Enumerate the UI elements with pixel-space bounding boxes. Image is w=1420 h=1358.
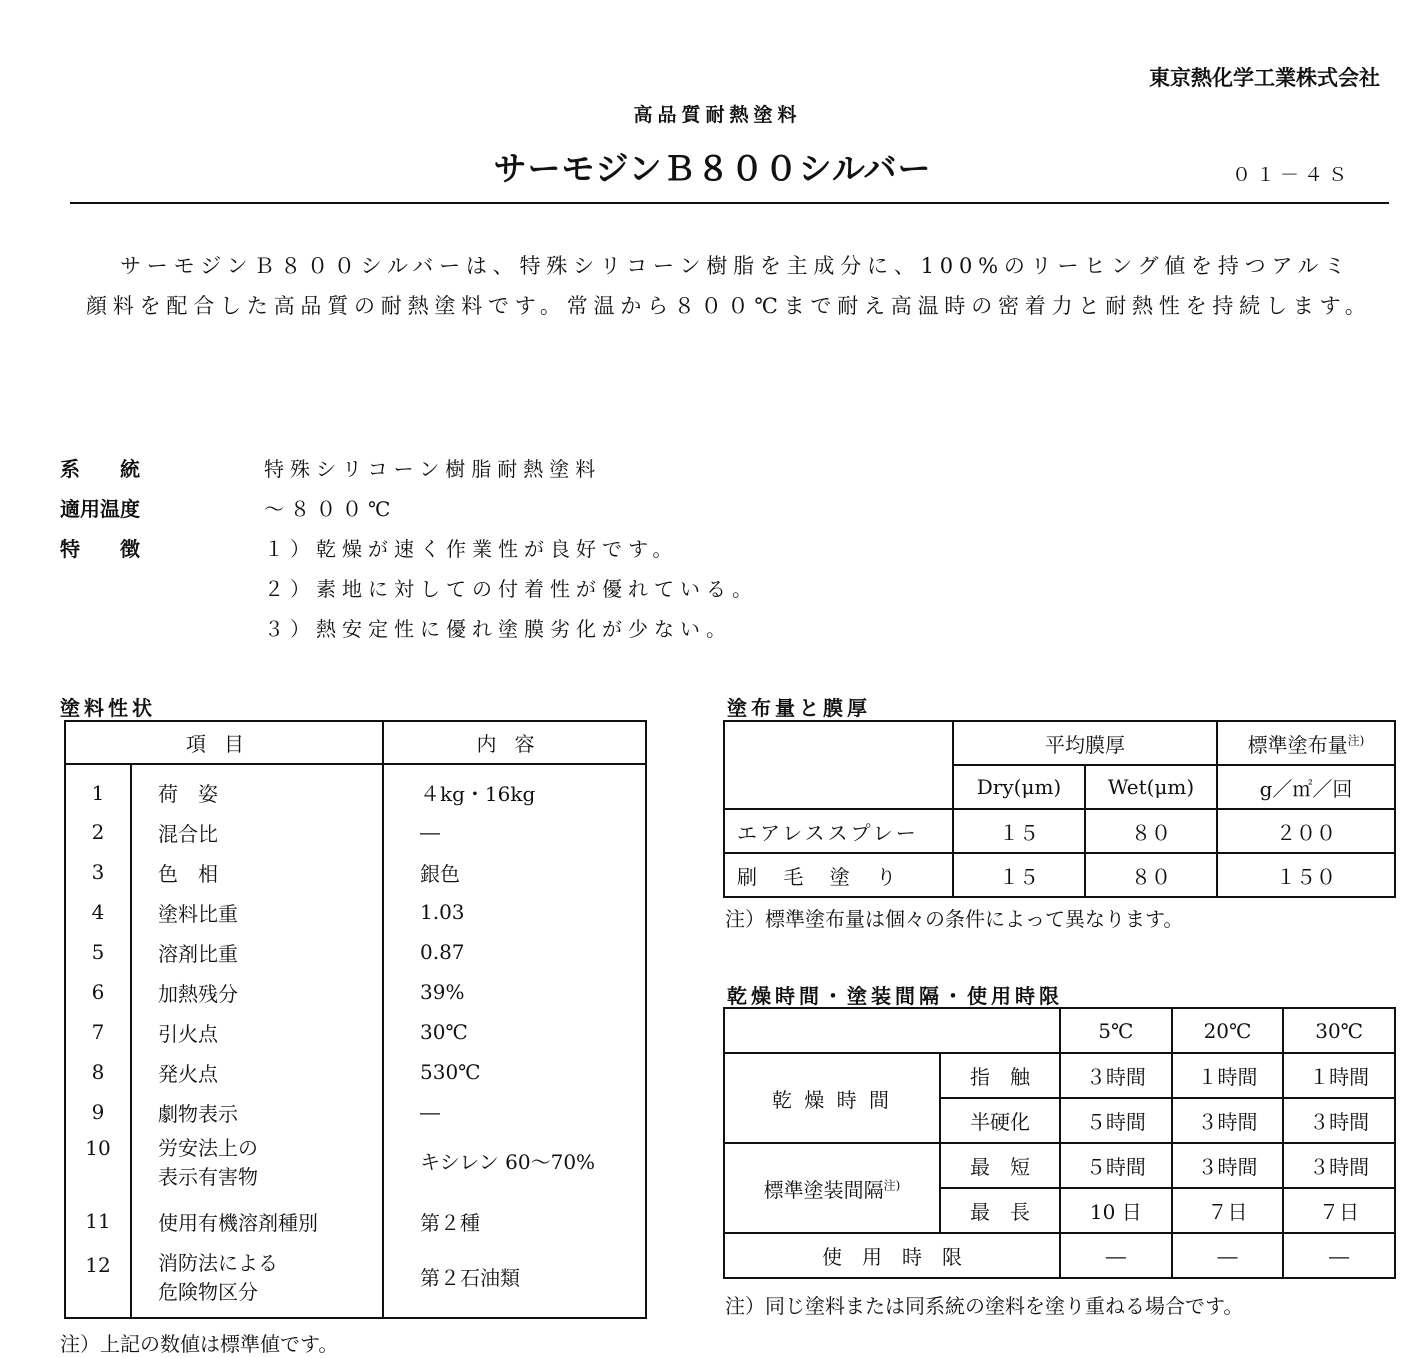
row-number: 12 — [65, 1249, 131, 1318]
row-number: 1 — [65, 764, 131, 812]
spec-system-label: 系 統 — [60, 457, 140, 481]
coating-avg-thickness-header: 平均膜厚 — [953, 721, 1217, 765]
coating-dry-header: Dry(μm) — [953, 765, 1085, 809]
touch-value: １時間 — [1283, 1053, 1395, 1098]
spec-temp-label: 適用温度 — [60, 497, 140, 521]
row-item: 混合比 — [131, 812, 383, 852]
temp-header-20: 20℃ — [1172, 1008, 1284, 1053]
table-row — [65, 1092, 646, 1132]
shortest-value: ３時間 — [1172, 1143, 1284, 1188]
std-amount-label: 標準塗布量 — [1247, 732, 1348, 757]
intro-paragraph — [86, 246, 1376, 326]
table-row — [65, 1052, 646, 1092]
properties-table — [64, 720, 647, 1319]
touch-label: 指 触 — [940, 1053, 1060, 1098]
row-number: 10 — [65, 1132, 131, 1193]
table-row — [65, 812, 646, 852]
longest-value: 10 日 — [1060, 1188, 1172, 1233]
row-value: ４kg・16kg — [383, 764, 646, 812]
interval-note-mark: 注) — [883, 1177, 901, 1192]
longest-value: ７日 — [1172, 1188, 1284, 1233]
touch-value: ３時間 — [1060, 1053, 1172, 1098]
row-item-line2: 表示有害物 — [158, 1164, 258, 1189]
row-number: 7 — [65, 1012, 131, 1052]
row-value: ― — [383, 1092, 646, 1132]
coating-amount-value: １５０ — [1217, 853, 1395, 897]
row-item-line2: 危険物区分 — [158, 1280, 258, 1304]
row-item: 使用有機溶剤種別 — [131, 1193, 383, 1249]
row-item: 劇物表示 — [131, 1092, 383, 1132]
coating-dry-value: １５ — [953, 853, 1085, 897]
row-number: 4 — [65, 892, 131, 932]
table-row — [65, 1132, 646, 1193]
row-item-line1: 消防法による — [158, 1251, 278, 1275]
properties-col-item: 項目 — [65, 721, 383, 764]
row-value: 39% — [383, 972, 646, 1012]
std-amount-note-mark: 注) — [1347, 732, 1365, 747]
pot-life-value: ― — [1283, 1233, 1395, 1278]
table-row — [724, 809, 1395, 853]
coating-heading: 塗布量と膜厚 — [727, 696, 871, 720]
row-item: 塗料比重 — [131, 892, 383, 932]
row-number: 11 — [65, 1193, 131, 1249]
longest-value: ７日 — [1283, 1188, 1395, 1233]
spec-feature-2: ２）素地に対しての付着性が優れている。 — [264, 577, 758, 601]
drying-note: 注）同じ塗料または同系統の塗料を塗り重ねる場合です。 — [725, 1294, 1244, 1318]
table-row — [65, 852, 646, 892]
interval-label — [724, 1143, 940, 1233]
coating-method: エアレススプレー — [724, 809, 953, 853]
product-title: サーモジンＢ８００シルバー — [493, 149, 932, 188]
row-value: 30℃ — [383, 1012, 646, 1052]
coating-amount-value: ２００ — [1217, 809, 1395, 853]
row-number: 5 — [65, 932, 131, 972]
row-value: 1.03 — [383, 892, 646, 932]
row-number: 9 — [65, 1092, 131, 1132]
table-row — [724, 853, 1395, 897]
table-row — [65, 1012, 646, 1052]
longest-label: 最 長 — [940, 1188, 1060, 1233]
row-item: 発火点 — [131, 1052, 383, 1092]
semi-value: ３時間 — [1172, 1098, 1284, 1143]
coating-std-amount-header — [1217, 721, 1395, 765]
semi-value: ３時間 — [1283, 1098, 1395, 1143]
row-item — [131, 1132, 383, 1193]
coating-wet-header: Wet(μm) — [1085, 765, 1217, 809]
touch-value: １時間 — [1172, 1053, 1284, 1098]
table-row — [65, 764, 646, 812]
spec-feature-label: 特 徴 — [60, 537, 140, 561]
pot-life-label: 使 用 時 限 — [724, 1233, 1060, 1278]
product-subtitle: 高品質耐熱塗料 — [633, 104, 802, 126]
coating-corner-cell — [724, 721, 953, 809]
table-row — [724, 1053, 1395, 1098]
coating-table — [723, 720, 1396, 898]
table-row — [65, 1193, 646, 1249]
header-divider — [70, 202, 1389, 204]
drying-table — [723, 1007, 1396, 1279]
spec-feature-3: ３）熱安定性に優れ塗膜劣化が少ない。 — [264, 617, 732, 641]
pot-life-value: ― — [1172, 1233, 1284, 1278]
company-name: 東京熱化学工業株式会社 — [1149, 66, 1380, 90]
row-value: 第２石油類 — [383, 1249, 646, 1318]
coating-wet-value: ８０ — [1085, 809, 1217, 853]
spec-feature-1: １）乾燥が速く作業性が良好です。 — [264, 537, 679, 561]
dry-time-label: 乾 燥 時 間 — [724, 1053, 940, 1143]
document-code: ０１－４Ｓ — [1231, 164, 1352, 186]
row-item: 加熱残分 — [131, 972, 383, 1012]
table-row — [65, 892, 646, 932]
coating-note: 注）標準塗布量は個々の条件によって異なります。 — [725, 907, 1184, 931]
properties-note: 注）上記の数値は標準値です。 — [60, 1332, 339, 1356]
table-row — [724, 1233, 1395, 1278]
row-item: 色 相 — [131, 852, 383, 892]
pot-life-value: ― — [1060, 1233, 1172, 1278]
row-value: キシレン 60～70% — [383, 1132, 646, 1193]
intro-text: サーモジンＢ８００シルバーは、特殊シリコーン樹脂を主成分に、100%のリーヒング値を持つアルミ顔料を配合した高品質の耐熱塗料です。常温から８００℃まで耐え高温時の密着力と耐熱性を持続します。 — [86, 254, 1372, 318]
shortest-value: ５時間 — [1060, 1143, 1172, 1188]
row-item-line1: 労安法上の — [158, 1135, 258, 1160]
coating-wet-value: ８０ — [1085, 853, 1217, 897]
table-row — [724, 1143, 1395, 1188]
temp-header-30: 30℃ — [1283, 1008, 1395, 1053]
spec-system-value: 特殊シリコーン樹脂耐熱塗料 — [264, 457, 602, 481]
spec-temp-value: ～８００℃ — [264, 497, 397, 521]
row-number: 8 — [65, 1052, 131, 1092]
properties-heading: 塗料性状 — [60, 696, 156, 720]
shortest-value: ３時間 — [1283, 1143, 1395, 1188]
row-value: 530℃ — [383, 1052, 646, 1092]
interval-label-text: 標準塗装間隔 — [763, 1177, 884, 1202]
row-number: 2 — [65, 812, 131, 852]
row-number: 3 — [65, 852, 131, 892]
temp-header-5: 5℃ — [1060, 1008, 1172, 1053]
coating-method: 刷 毛 塗 り — [724, 853, 953, 897]
table-row — [65, 1249, 646, 1318]
row-item: 引火点 — [131, 1012, 383, 1052]
drying-corner-cell — [724, 1008, 1060, 1053]
coating-dry-value: １５ — [953, 809, 1085, 853]
row-item: 荷 姿 — [131, 764, 383, 812]
row-value: 銀色 — [383, 852, 646, 892]
coating-unit-header: g／㎡／回 — [1217, 765, 1395, 809]
row-value: 0.87 — [383, 932, 646, 972]
properties-col-content: 内容 — [383, 721, 646, 764]
row-item: 溶剤比重 — [131, 932, 383, 972]
row-value: 第２種 — [383, 1193, 646, 1249]
table-row — [65, 972, 646, 1012]
row-value: ― — [383, 812, 646, 852]
table-row — [65, 932, 646, 972]
drying-heading: 乾燥時間・塗装間隔・使用時限 — [727, 984, 1063, 1008]
row-number: 6 — [65, 972, 131, 1012]
semi-label: 半硬化 — [940, 1098, 1060, 1143]
semi-value: ５時間 — [1060, 1098, 1172, 1143]
row-item — [131, 1249, 383, 1318]
shortest-label: 最 短 — [940, 1143, 1060, 1188]
